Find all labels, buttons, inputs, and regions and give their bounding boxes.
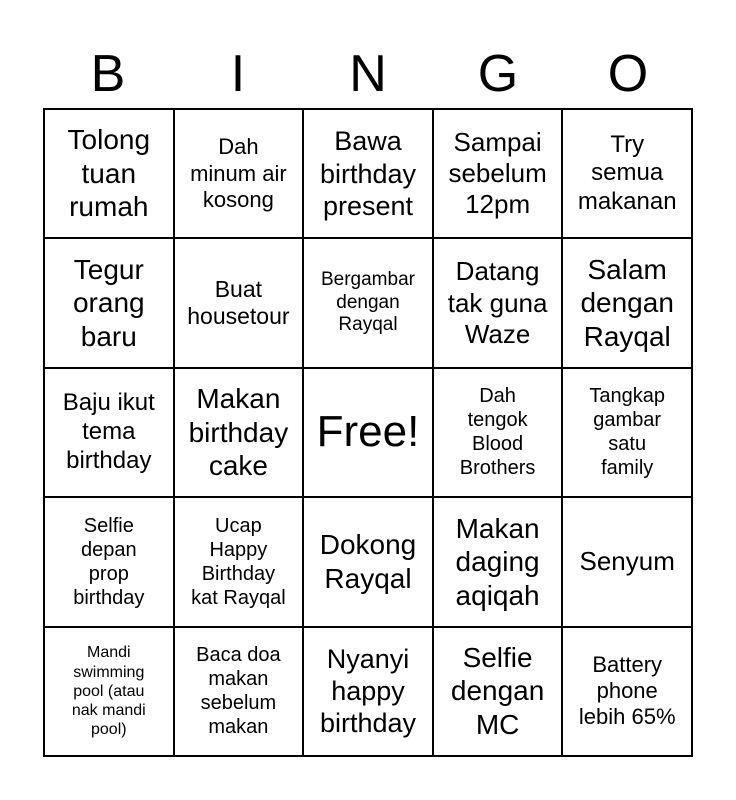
bingo-header xyxy=(43,40,693,108)
bingo-cell[interactable]: Bawa birthday present xyxy=(303,109,433,238)
bingo-cell[interactable]: Dah minum air kosong xyxy=(174,109,304,238)
header-letter-n: N xyxy=(349,45,387,103)
header-letter-g: G xyxy=(477,45,519,103)
bingo-cell[interactable]: Battery phone lebih 65% xyxy=(562,627,692,756)
header-letter-i: I xyxy=(230,45,246,103)
bingo-cell[interactable]: Sampai sebelum 12pm xyxy=(433,109,563,238)
header-letter-b: B xyxy=(90,45,126,103)
bingo-cell[interactable]: Dah tengok Blood Brothers xyxy=(433,368,563,497)
header-letter-o: O xyxy=(607,45,649,103)
bingo-cell[interactable]: Buat housetour xyxy=(174,238,304,367)
bingo-cell[interactable]: Baju ikut tema birthday xyxy=(44,368,174,497)
bingo-cell[interactable]: Mandi swimming pool (atau nak mandi pool) xyxy=(44,627,174,756)
bingo-cell[interactable]: Baca doa makan sebelum makan xyxy=(174,627,304,756)
bingo-cell[interactable]: Datang tak guna Waze xyxy=(433,238,563,367)
bingo-cell[interactable]: Selfie depan prop birthday xyxy=(44,497,174,626)
bingo-cell[interactable]: Selfie dengan MC xyxy=(433,627,563,756)
bingo-cell[interactable]: Ucap Happy Birthday kat Rayqal xyxy=(174,497,304,626)
bingo-cell[interactable]: Dokong Rayqal xyxy=(303,497,433,626)
bingo-cell[interactable]: Tolong tuan rumah xyxy=(44,109,174,238)
bingo-cell[interactable]: Makan daging aqiqah xyxy=(433,497,563,626)
bingo-cell[interactable]: Bergambar dengan Rayqal xyxy=(303,238,433,367)
bingo-cell[interactable]: Tegur orang baru xyxy=(44,238,174,367)
bingo-cell[interactable]: Try semua makanan xyxy=(562,109,692,238)
bingo-cell[interactable]: Salam dengan Rayqal xyxy=(562,238,692,367)
bingo-cell[interactable]: Tangkap gambar satu family xyxy=(562,368,692,497)
bingo-cell[interactable]: Nyanyi happy birthday xyxy=(303,627,433,756)
bingo-cell[interactable]: Makan birthday cake xyxy=(174,368,304,497)
bingo-cell[interactable]: Senyum xyxy=(562,497,692,626)
bingo-cell-free[interactable]: Free! xyxy=(303,368,433,497)
bingo-grid xyxy=(43,108,693,757)
